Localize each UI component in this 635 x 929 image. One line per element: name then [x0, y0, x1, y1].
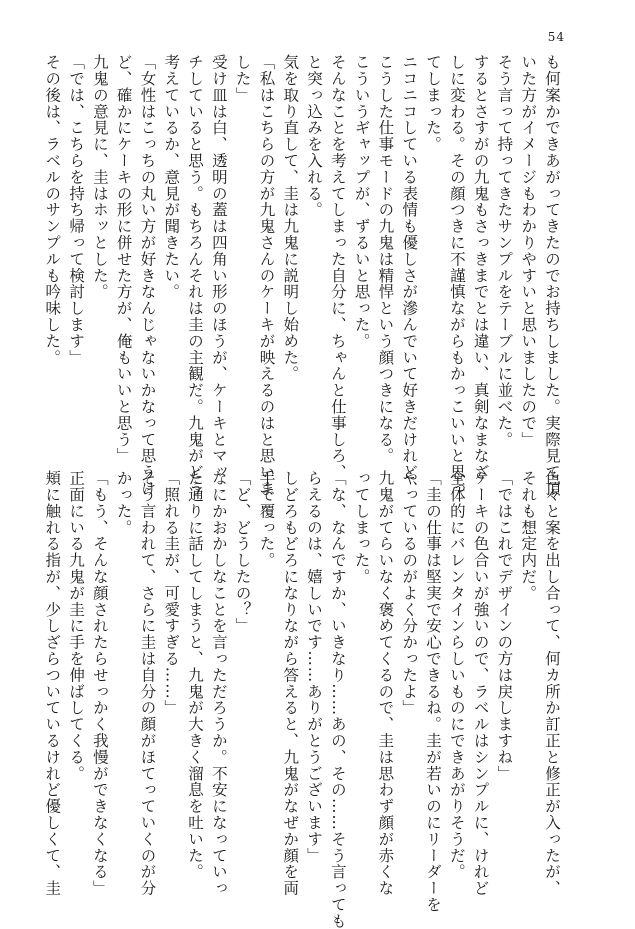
text-line: それも想定内だ。 [519, 470, 538, 602]
text-line: なにかおかしなことを言っただろうか。不安になっていっ [209, 470, 228, 897]
text-line: 九鬼の意見に、圭はホッとした。 [90, 54, 109, 300]
text-line: そう言われて、さらに圭は自分の顔がほてっていくのが分 [138, 470, 157, 897]
text-line: やっているのがよく分かったよ」 [400, 470, 419, 716]
bottom-text-block [43, 470, 563, 929]
text-line: 「圭の仕事は堅実で安心できるね。圭が若いのにリーダーを [424, 470, 443, 913]
text-line: チしていると思う。もちろんそれは圭の主観だ。九鬼がどう [186, 54, 205, 497]
text-line: ニコニコしている表情も優しさが滲んでいて好きだけれど、 [400, 54, 419, 497]
text-line: 手で覆った。 [257, 470, 276, 569]
text-line: 「ではこれでデザインの方は戻しますね」 [495, 470, 514, 782]
text-line: ってしまった。 [352, 470, 371, 585]
text-line: 「私はこちらの方が九鬼さんのケーキが映えるのはと思いま [257, 54, 276, 497]
text-line: しどろもどろになりながら答えると、九鬼がなぜか顔を両 [281, 470, 300, 897]
text-line: 「女性はこっちの丸い方が好きなんじゃないかなって思うけ [138, 54, 157, 497]
text-line: 「ど、どうしたの？」 [233, 470, 252, 634]
text-line: いた方がイメージもわかりやすいと思いましたので」 [519, 54, 538, 448]
text-line: ケーキの色合いが強いので、ラベルはシンプルに、けれど [471, 470, 490, 897]
text-line: そう言って持ってきたサンプルをテーブルに並べた。 [495, 54, 514, 448]
text-line: かった。 [114, 470, 133, 536]
text-line: 「もう、そんな顔されたらせっかく我慢ができなくなる」 [90, 470, 109, 897]
text-line: 受け皿は白、透明の蓋は四角い形のほうが、ケーキとマッ [209, 54, 228, 481]
text-line: 「照れる圭が、可愛すぎる……」 [162, 470, 181, 716]
text-line: 全体的にバレンタインらしいものにできあがりそうだ。 [447, 470, 466, 880]
text-line: 色々と案を出し合って、何カ所か訂正と修正が入ったが、 [543, 470, 561, 897]
text-line: も何案かできあがってきたのでお持ちしました。実際見て頂 [543, 54, 561, 497]
page-number: 54 [547, 30, 565, 44]
text-line: した」 [233, 54, 252, 104]
text-line: 考えているか、意見が聞きたい。 [162, 54, 181, 300]
text-line: 頬に触れる指が、少しざらついているけれど優しくて、圭 [43, 470, 62, 897]
text-line: 気を取り直して、圭は九鬼に説明し始めた。 [281, 54, 300, 382]
text-line: こうした仕事モードの九鬼は精悍という顔つきになる。 [376, 54, 395, 464]
text-line: こういうギャップが、ずるいと思った。 [352, 54, 371, 350]
text-line: 「では、こちらを持ち帰って検討します」 [67, 54, 86, 366]
text-line: 九鬼がてらいなく褒めてくるので、圭は思わず顔が赤くな [376, 470, 395, 897]
text-line: ど、確かにケーキの形に併せた方が、俺もいいと思う」 [114, 54, 133, 464]
text-line: 正面にいる九鬼が圭に手を伸ばしてくる。 [67, 470, 86, 782]
text-line: 「な、なんですか、いきなり……あの、その……そう言っても [328, 470, 347, 929]
text-line: そんなことを考えてしまった自分に、ちゃんと仕事しろ、 [328, 54, 347, 481]
text-line: と突っ込みを入れる。 [305, 54, 324, 218]
text-line: しに変わる。その顔つきに不謹慎ながらもかっこいいと思っ [447, 54, 466, 497]
text-line: その後は、ラベルのサンプルも吟味した。 [43, 54, 62, 366]
text-line: らえるのは、嬉しいです……ありがとうございます」 [305, 470, 324, 864]
text-line: てしまった。 [424, 54, 443, 153]
top-text-block [43, 54, 563, 497]
text-line: た通りに話してしまうと、九鬼が大きく溜息を吐いた。 [186, 470, 205, 880]
text-line: するとさすがの九鬼もさっきまでとは違い、真剣なまなざ [471, 54, 490, 481]
